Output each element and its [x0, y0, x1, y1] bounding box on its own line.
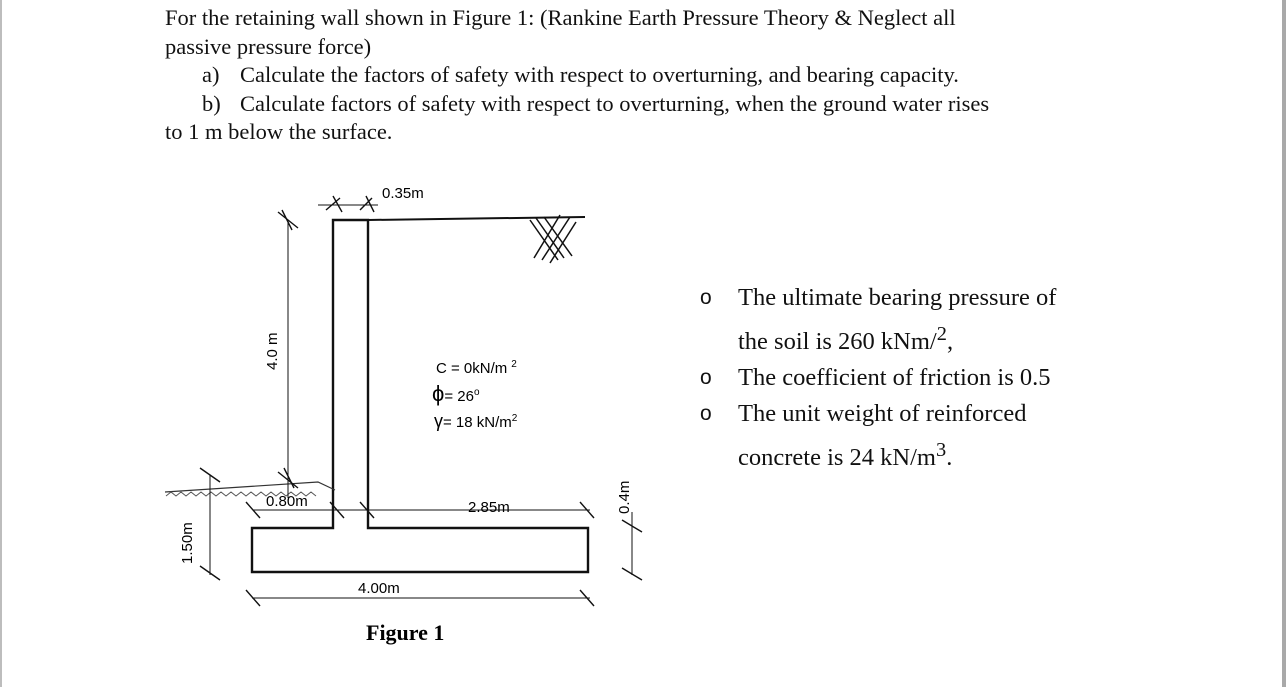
note-bullet-icon: o	[700, 366, 712, 390]
problem-line-2: passive pressure force)	[165, 33, 372, 59]
soil-cohesion	[436, 359, 517, 377]
question-b-continuation: to 1 m below the surface.	[165, 119, 393, 144]
soil-unit-weight-exponent: 2	[511, 413, 518, 424]
dimension-lines	[210, 205, 632, 598]
soil-unit-weight	[434, 411, 518, 431]
dimension-ticks	[200, 196, 642, 606]
note-concrete-value: concrete is 24 kN/m	[738, 444, 936, 472]
note-bearing-pressure	[700, 280, 1180, 360]
gamma-symbol: γ	[434, 411, 443, 431]
note-friction-text: The coefficient of friction is 0.5	[738, 364, 1051, 392]
wall-body-outline	[252, 220, 588, 572]
soil-friction-degree: o	[473, 387, 480, 398]
question-b	[165, 90, 1125, 119]
retaining-wall-figure	[160, 170, 660, 660]
dim-base-thickness: 0.4m	[616, 480, 633, 514]
dim-toe: 0.80m	[266, 493, 308, 510]
note-concrete-end: .	[946, 444, 953, 472]
backfill-surface-line	[368, 217, 585, 220]
soil-friction-value: = 26	[444, 388, 474, 405]
dim-wall-height: 4.0 m	[264, 332, 281, 370]
phi-symbol: ϕ	[432, 381, 445, 406]
soil-unit-weight-value: = 18 kN/m	[443, 414, 512, 431]
note-bearing-exponent: 2	[936, 323, 947, 345]
note-bearing-value: the soil is 260 kNm/	[738, 328, 937, 356]
question-a-marker: a)	[202, 62, 220, 87]
note-bearing-end: ,	[946, 328, 954, 356]
soil-friction-angle	[432, 381, 480, 406]
note-concrete-exponent: 3	[936, 439, 947, 462]
problem-line-1: For the retaining wall shown in Figure 1: (Rankine Earth Pressure Theory & Neglect all	[165, 5, 956, 30]
backfill-surface-hatch	[530, 215, 576, 263]
dim-base-width: 4.00m	[358, 580, 400, 597]
given-data-list	[700, 280, 1180, 476]
soil-cohesion-exponent: 2	[511, 359, 517, 370]
dim-heel: 2.85m	[468, 499, 510, 516]
window-scrollbar-edge[interactable]	[1282, 0, 1286, 687]
window-left-edge	[0, 0, 2, 687]
note-bullet-icon: o	[700, 286, 712, 309]
question-b-text: Calculate factors of safety with respect to overturning, when the ground water rises	[240, 90, 990, 116]
note-friction	[700, 360, 1180, 396]
dim-embedment: 1.50m	[179, 522, 196, 564]
note-concrete-weight	[700, 396, 1180, 476]
soil-cohesion-label: C = 0kN/m	[436, 360, 508, 377]
question-a-text: Calculate the factors of safety with respect to overturning, and bearing capacity.	[240, 62, 959, 87]
ground-line	[165, 482, 335, 492]
question-a	[165, 61, 1125, 90]
note-concrete-continuation	[738, 432, 1180, 476]
problem-statement	[165, 4, 1125, 147]
note-concrete-text: The unit weight of reinforced	[738, 400, 1027, 428]
dim-stem-top: 0.35m	[382, 185, 424, 202]
note-bearing-continuation	[738, 316, 1180, 360]
wall-outline	[252, 220, 588, 572]
question-b-marker: b)	[202, 90, 221, 116]
note-bearing-text: The ultimate bearing pressure of	[738, 284, 1057, 311]
soil-properties	[432, 359, 518, 431]
note-bullet-icon: o	[700, 402, 712, 426]
figure-caption: Figure 1	[366, 620, 445, 645]
